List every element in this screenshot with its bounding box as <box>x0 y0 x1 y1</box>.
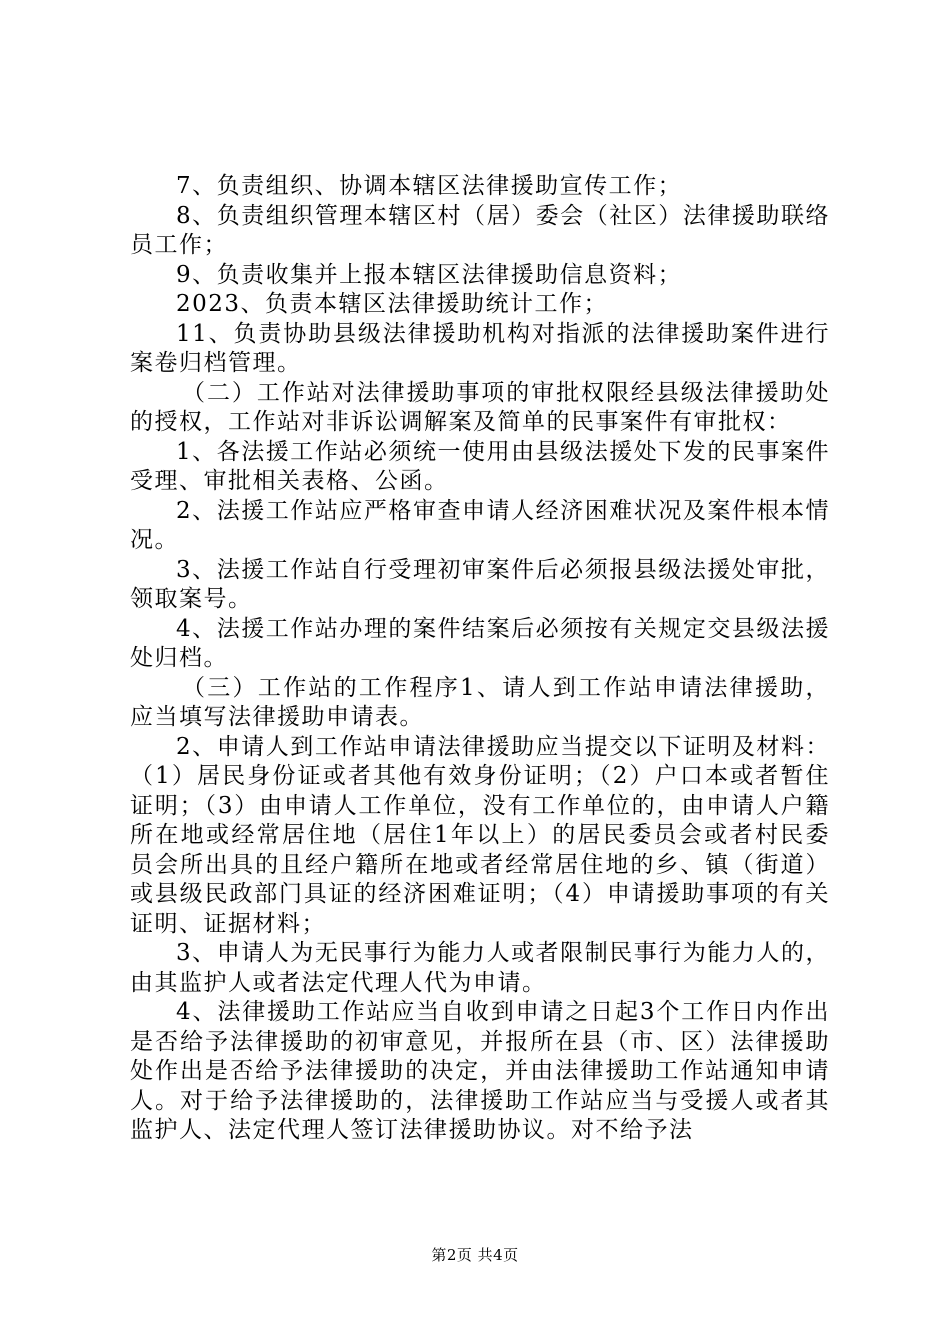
paragraph-item-7: 7、负责组织、协调本辖区法律援助宣传工作； <box>176 173 683 199</box>
paragraph-sub-3: 3、法援工作站自行受理初审案件后必须报县级法援处审批，领取案号。 <box>130 556 830 612</box>
page-number-footer: 第2页 共4页 <box>431 1246 519 1264</box>
paragraph-sub-1: 1、各法援工作站必须统一使用由县级法援处下发的民事案件受理、审批相关表格、公函。 <box>130 438 830 494</box>
section-heading-2: （二）工作站对法律援助事项的审批权限经县级法律援助处的授权，工作站对非诉讼调解案及简单的民事案件有审批权： <box>130 379 830 435</box>
paragraph-sub-4: 4、法援工作站办理的案件结案后必须按有关规定交县级法援处归档。 <box>130 615 830 671</box>
paragraph-item-9: 9、负责收集并上报本辖区法律援助信息资料； <box>176 261 683 288</box>
paragraph-item-10: 2023、负责本辖区法律援助统计工作； <box>176 291 609 317</box>
paragraph-procedure-4: 4、法律援助工作站应当自收到申请之日起3个工作日内作出是否给予法律援助的初审意见，并报所在县（市、区）法律援助处作出是否给予法律援助的决定，并由法律援助工作站通知申请人。对于给予法律援助的，法律援助工作站应当与受援人或者其监护人、法定代理人签订法律援助协议。对不给予法 <box>130 999 830 1143</box>
document-body <box>130 172 830 1146</box>
paragraph-item-11: 11、负责协助县级法律援助机构对指派的法律援助案件进行案卷归档管理。 <box>130 320 830 376</box>
paragraph-sub-2: 2、法援工作站应严格审查申请人经济困难状况及案件根本情况。 <box>130 497 830 553</box>
section-heading-3: （三）工作站的工作程序1、请人到工作站申请法律援助，应当填写法律援助申请表。 <box>130 674 830 730</box>
paragraph-procedure-2: 2、申请人到工作站申请法律援助应当提交以下证明及材料：（1）居民身份证或者其他有效身份证明；（2）户口本或者暂住证明；（3）由申请人工作单位，没有工作单位的，由申请人户籍所在地或经常居住地（居住1年以上）的居民委员会或者村民委员会所出具的且经户籍所在地或者经常居住地的乡、镇（街道）或县级民政部门具证的经济困难证明；（4）申请援助事项的有关证明、证据材料； <box>130 733 830 937</box>
paragraph-item-8: 8、负责组织管理本辖区村（居）委会（社区）法律援助联络员工作； <box>130 202 830 258</box>
paragraph-procedure-3: 3、申请人为无民事行为能力人或者限制民事行为能力人的，由其监护人或者法定代理人代为申请。 <box>130 940 830 996</box>
